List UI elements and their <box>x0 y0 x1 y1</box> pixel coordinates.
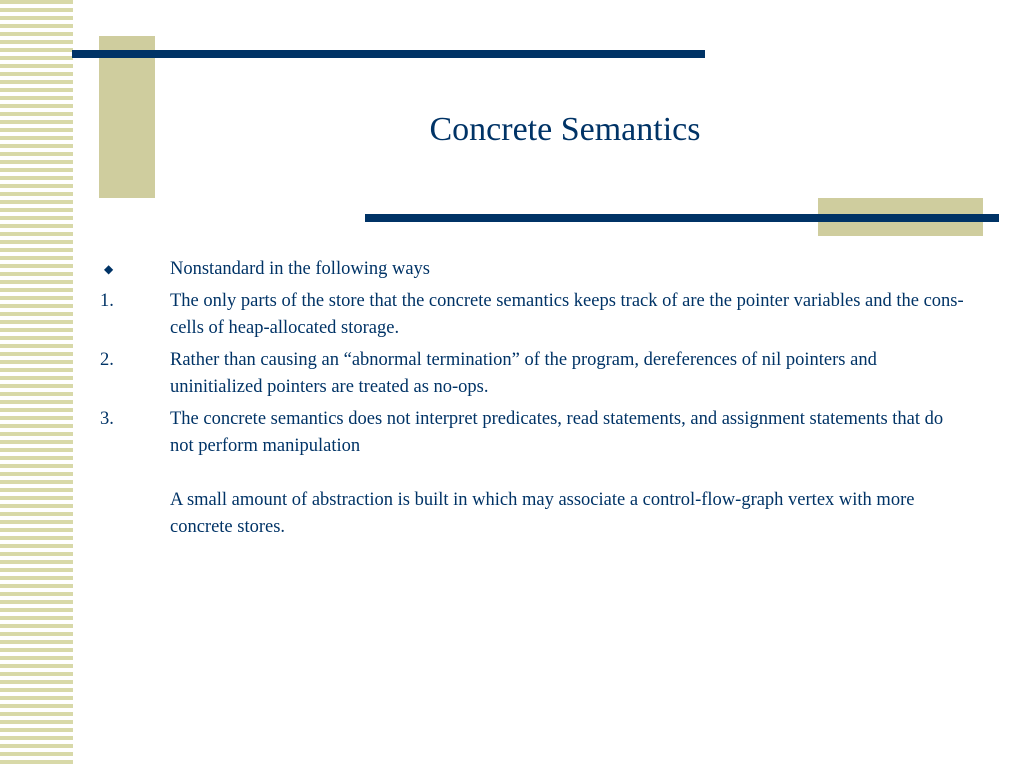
diamond-bullet-icon: ◆ <box>104 262 114 276</box>
item-text: The only parts of the store that the concrete semantics keeps track of are the pointer variables and the cons-cells of heap-allocated storage. <box>170 291 964 338</box>
numbered-item-2 <box>100 347 970 401</box>
title-rule-top <box>72 50 705 58</box>
item-text: Rather than causing an “abnormal termination” of the program, dereferences of nil pointers and uninitialized pointers are treated as no-ops. <box>170 350 877 397</box>
decorative-tan-block-left <box>99 36 155 198</box>
slide-body <box>100 256 970 541</box>
item-text: The concrete semantics does not interpret predicates, read statements, and assignment statements that do not perform manipulation <box>170 409 944 456</box>
numbered-item-1 <box>100 288 970 342</box>
decorative-stripes <box>0 0 73 768</box>
title-rule-bottom <box>365 214 999 222</box>
item-number: 2. <box>100 350 114 370</box>
bullet-item <box>100 256 970 283</box>
item-number: 1. <box>100 291 114 311</box>
item-number: 3. <box>100 409 114 429</box>
slide-title: Concrete Semantics <box>429 111 701 148</box>
abstraction-note: A small amount of abstraction is built in which may associate a control-flow-graph vertex with more concrete stores. <box>170 490 915 537</box>
bullet-text: Nonstandard in the following ways <box>170 259 430 279</box>
numbered-item-3 <box>100 406 970 460</box>
